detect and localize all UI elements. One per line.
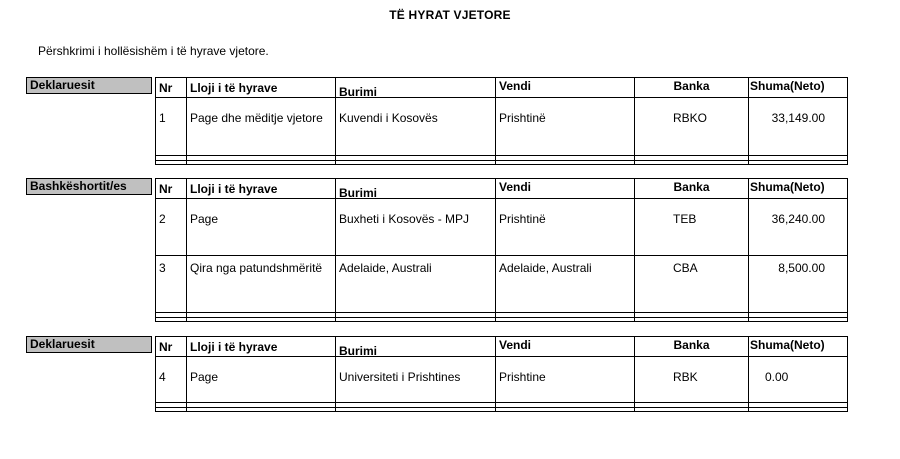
header-burimi: Burimi <box>336 337 496 356</box>
section-label: Deklaruesit <box>26 336 152 353</box>
cell-shuma: 8,500.00 <box>778 261 825 275</box>
header-banka: Banka <box>635 337 749 356</box>
cell-vendi: Prishtine <box>496 357 635 402</box>
section-label: Deklaruesit <box>26 77 152 94</box>
cell-burimi: Adelaide, Australi <box>336 256 496 312</box>
header-burimi: Burimi <box>336 179 496 198</box>
cell-burimi: Buxheti i Kosovës - MPJ <box>336 199 496 255</box>
income-section-spouse <box>26 178 849 323</box>
cell-nr: 2 <box>156 199 187 255</box>
income-table <box>155 336 848 412</box>
table-spacer-row <box>156 161 847 164</box>
header-shuma: Shuma(Neto) <box>750 338 825 352</box>
header-shuma: Shuma(Neto) <box>750 180 825 194</box>
cell-nr: 3 <box>156 256 187 312</box>
cell-burimi: Universiteti i Prishtines <box>336 357 496 402</box>
header-banka: Banka <box>635 179 749 198</box>
header-nr: Nr <box>156 179 187 198</box>
cell-banka: TEB <box>635 199 749 255</box>
income-section-declarant-2 <box>26 336 849 424</box>
cell-shuma: 36,240.00 <box>771 212 825 226</box>
header-lloji: Lloji i të hyrave <box>187 78 336 97</box>
cell-vendi: Adelaide, Australi <box>496 256 635 312</box>
table-header-row <box>156 337 847 357</box>
section-label: Bashkëshortit/es <box>26 178 152 195</box>
cell-banka: CBA <box>635 256 749 312</box>
cell-lloji: Page <box>187 357 336 402</box>
page-title: TË HYRAT VJETORE <box>389 8 511 22</box>
header-lloji: Lloji i të hyrave <box>187 179 336 198</box>
table-spacer-row <box>156 318 847 321</box>
header-lloji: Lloji i të hyrave <box>187 337 336 356</box>
cell-vendi: Prishtinë <box>496 98 635 155</box>
income-table <box>155 178 848 322</box>
header-vendi: Vendi <box>496 337 635 356</box>
table-row <box>156 98 847 156</box>
header-nr: Nr <box>156 78 187 97</box>
income-section-declarant <box>26 77 849 165</box>
table-row <box>156 256 847 313</box>
header-shuma: Shuma(Neto) <box>750 79 825 93</box>
header-burimi: Burimi <box>336 78 496 97</box>
table-row <box>156 199 847 256</box>
header-nr: Nr <box>156 337 187 356</box>
table-spacer-row <box>156 408 847 411</box>
cell-lloji: Qira nga patundshmëritë <box>187 256 336 312</box>
income-table <box>155 77 848 165</box>
cell-banka: RBKO <box>635 98 749 155</box>
page-subtitle: Përshkrimi i hollësishëm i të hyrave vjetore. <box>38 44 269 58</box>
table-header-row <box>156 179 847 199</box>
cell-shuma: 33,149.00 <box>771 111 825 125</box>
header-banka: Banka <box>635 78 749 97</box>
header-vendi: Vendi <box>496 179 635 198</box>
table-header-row <box>156 78 847 98</box>
cell-nr: 1 <box>156 98 187 155</box>
cell-lloji: Page <box>187 199 336 255</box>
header-vendi: Vendi <box>496 78 635 97</box>
cell-nr: 4 <box>156 357 187 402</box>
cell-banka: RBK <box>635 357 749 402</box>
table-row <box>156 357 847 403</box>
cell-vendi: Prishtinë <box>496 199 635 255</box>
cell-shuma: 0.00 <box>765 370 789 384</box>
cell-burimi: Kuvendi i Kosovës <box>336 98 496 155</box>
cell-lloji: Page dhe mëditje vjetore <box>187 98 336 155</box>
